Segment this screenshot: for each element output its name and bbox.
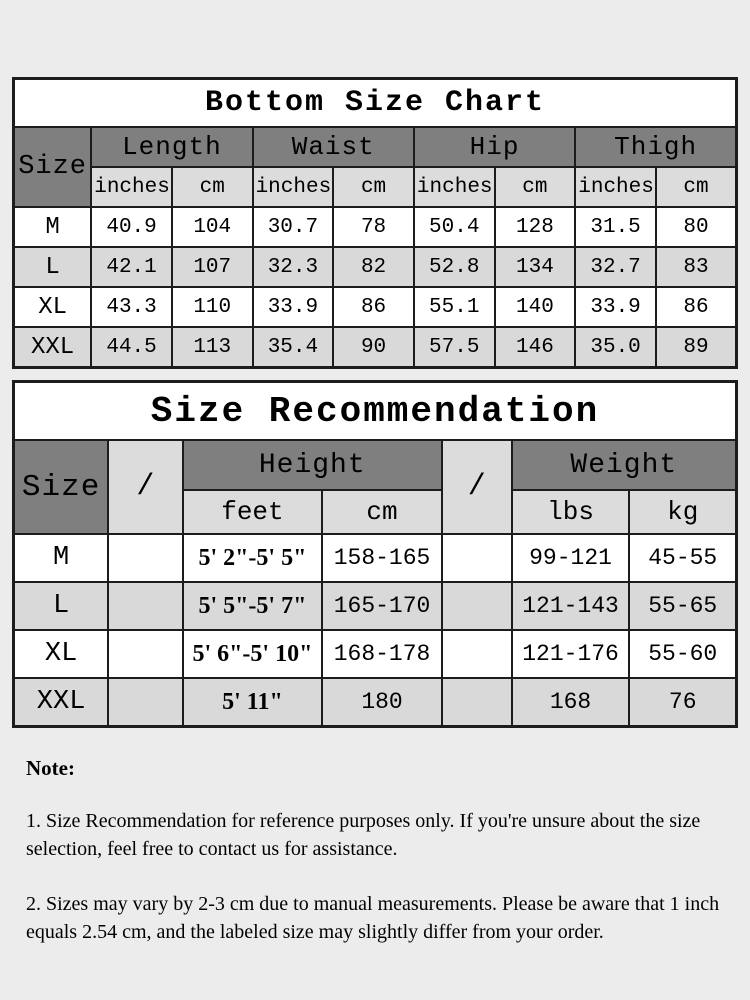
weight-kg-cell: 55-65 (629, 582, 736, 630)
measurement-cell: 89 (656, 327, 737, 368)
group-header-row (14, 440, 737, 490)
size-recommendation-table (12, 380, 738, 728)
table-row-l (14, 582, 737, 630)
size-label: M (14, 534, 109, 582)
unit-header: inches (91, 167, 172, 207)
table-row-m (14, 534, 737, 582)
slash-cell (108, 630, 182, 678)
measurement-cell: 78 (333, 207, 414, 247)
table-row-l (14, 247, 737, 287)
measurement-cell: 33.9 (575, 287, 656, 327)
group-header-weight: Weight (512, 440, 737, 490)
unit-header-row (14, 167, 737, 207)
size-column-header: Size (14, 127, 92, 207)
measurement-cell: 128 (495, 207, 576, 247)
measurement-cell: 80 (656, 207, 737, 247)
group-header-waist: Waist (253, 127, 414, 167)
measurement-cell: 32.3 (253, 247, 334, 287)
measurement-cell: 31.5 (575, 207, 656, 247)
measurement-cell: 57.5 (414, 327, 495, 368)
unit-header: lbs (512, 490, 630, 534)
slash-cell (108, 534, 182, 582)
table-row-xxl (14, 327, 737, 368)
slash-cell (108, 678, 182, 727)
unit-header: cm (656, 167, 737, 207)
weight-kg-cell: 55-60 (629, 630, 736, 678)
weight-lbs-cell: 121-176 (512, 630, 630, 678)
measurement-cell: 32.7 (575, 247, 656, 287)
size-column-header: Size (14, 440, 109, 534)
slash-cell (442, 582, 512, 630)
measurement-cell: 42.1 (91, 247, 172, 287)
size-label: XXL (14, 327, 92, 368)
measurement-cell: 110 (172, 287, 253, 327)
height-cm-cell: 180 (322, 678, 442, 727)
measurement-cell: 83 (656, 247, 737, 287)
note-section (12, 756, 738, 947)
group-header-thigh: Thigh (575, 127, 736, 167)
weight-lbs-cell: 168 (512, 678, 630, 727)
weight-lbs-cell: 99-121 (512, 534, 630, 582)
slash-cell (108, 582, 182, 630)
table-row-xxl (14, 678, 737, 727)
size-label: L (14, 582, 109, 630)
measurement-cell: 134 (495, 247, 576, 287)
slash-cell (442, 630, 512, 678)
group-header-length: Length (91, 127, 252, 167)
unit-header: cm (495, 167, 576, 207)
table-row-xl (14, 287, 737, 327)
bottom-size-chart-table (12, 77, 738, 369)
unit-header: feet (183, 490, 323, 534)
weight-lbs-cell: 121-143 (512, 582, 630, 630)
unit-header: kg (629, 490, 736, 534)
size-recommendation-title: Size Recommendation (14, 382, 737, 441)
measurement-cell: 43.3 (91, 287, 172, 327)
measurement-cell: 86 (656, 287, 737, 327)
table-row-xl (14, 630, 737, 678)
measurement-cell: 146 (495, 327, 576, 368)
size-label: M (14, 207, 92, 247)
measurement-cell: 44.5 (91, 327, 172, 368)
slash-cell (442, 678, 512, 727)
measurement-cell: 50.4 (414, 207, 495, 247)
weight-kg-cell: 45-55 (629, 534, 736, 582)
measurement-cell: 35.4 (253, 327, 334, 368)
unit-header: cm (333, 167, 414, 207)
height-cm-cell: 165-170 (322, 582, 442, 630)
group-header-hip: Hip (414, 127, 575, 167)
weight-kg-cell: 76 (629, 678, 736, 727)
size-label: L (14, 247, 92, 287)
measurement-cell: 30.7 (253, 207, 334, 247)
note-item-1: 1. Size Recommendation for reference purposes only. If you're unsure about the size selection, feel free to contact us for assistance. (26, 810, 701, 861)
bottom-size-chart-title: Bottom Size Chart (14, 79, 737, 128)
measurement-cell: 140 (495, 287, 576, 327)
measurement-cell: 35.0 (575, 327, 656, 368)
measurement-cell: 33.9 (253, 287, 334, 327)
height-feet-cell: 5' 5"-5' 7" (183, 582, 323, 630)
measurement-cell: 52.8 (414, 247, 495, 287)
unit-header: inches (575, 167, 656, 207)
height-cm-cell: 168-178 (322, 630, 442, 678)
size-label: XXL (14, 678, 109, 727)
unit-header: cm (172, 167, 253, 207)
slash-cell (442, 534, 512, 582)
unit-header: inches (414, 167, 495, 207)
size-label: XL (14, 287, 92, 327)
slash-column-header: / (442, 440, 512, 534)
measurement-cell: 113 (172, 327, 253, 368)
table-title-row (14, 79, 737, 128)
note-heading: Note: (26, 756, 75, 780)
measurement-cell: 104 (172, 207, 253, 247)
table-row-m (14, 207, 737, 247)
table-title-row (14, 382, 737, 441)
measurement-cell: 82 (333, 247, 414, 287)
size-label: XL (14, 630, 109, 678)
group-header-height: Height (183, 440, 442, 490)
note-item-2: 2. Sizes may vary by 2-3 cm due to manual measurements. Please be aware that 1 inch equals 2.54 cm, and the labeled size may slightly differ from your order. (26, 892, 720, 944)
measurement-cell: 90 (333, 327, 414, 368)
height-cm-cell: 158-165 (322, 534, 442, 582)
measurement-cell: 55.1 (414, 287, 495, 327)
unit-header: inches (253, 167, 334, 207)
height-feet-cell: 5' 2"-5' 5" (183, 534, 323, 582)
measurement-cell: 40.9 (91, 207, 172, 247)
measurement-cell: 86 (333, 287, 414, 327)
group-header-row (14, 127, 737, 167)
unit-header: cm (322, 490, 442, 534)
height-feet-cell: 5' 11" (183, 678, 323, 727)
height-feet-cell: 5' 6"-5' 10" (183, 630, 323, 678)
slash-column-header: / (108, 440, 182, 534)
measurement-cell: 107 (172, 247, 253, 287)
